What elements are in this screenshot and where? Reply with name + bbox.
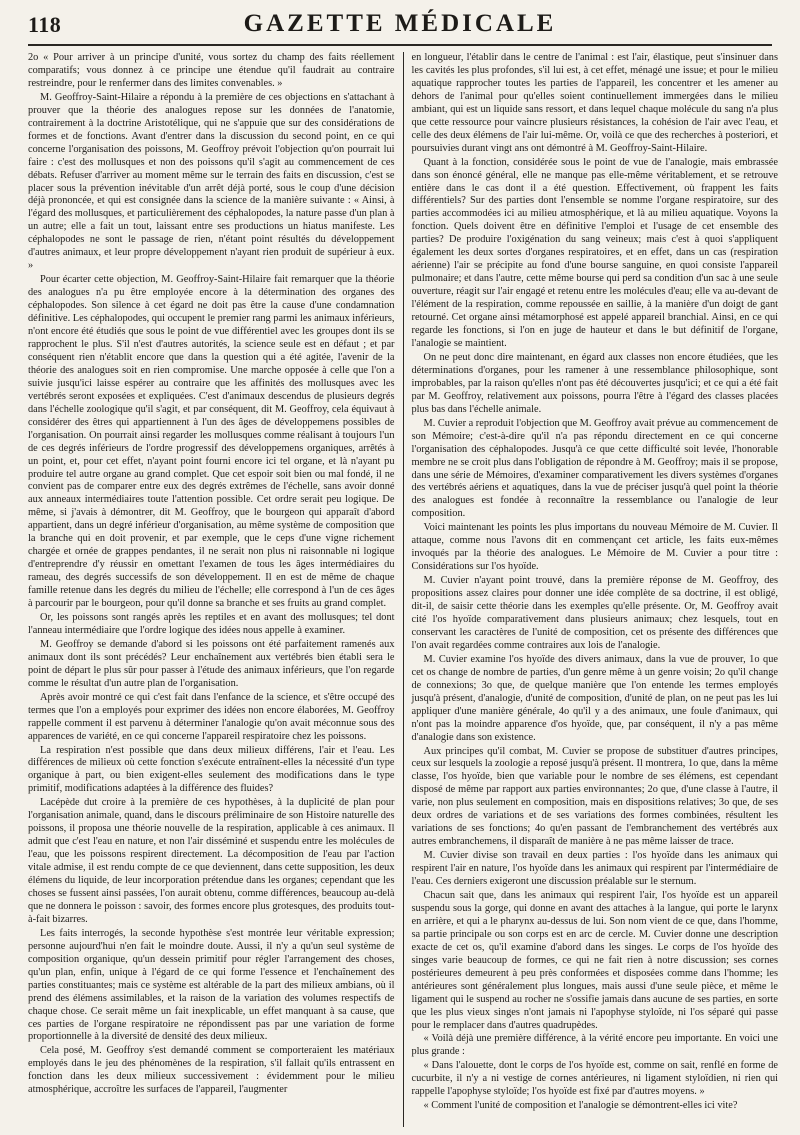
page-number: 118 <box>28 12 62 37</box>
masthead-title: GAZETTE MÉDICALE <box>243 10 557 37</box>
paragraph: « Voilà déjà une première différence, à la vérité encore peu importante. En voici une plus grande : <box>411 1033 778 1058</box>
article-body <box>28 52 778 1127</box>
right-column <box>404 52 779 1127</box>
paragraph: M. Geoffroy-Saint-Hilaire a répondu à la première de ces objections en s'attachant à prouver que la théorie des analogues repose sur les données de l'anatomie, contrairement à la doctrine Aristotélique, qui ne s'appuie que sur des considérations de formes et de fonctions. Avant d'entrer dans la discussion du second point, en ce qui concerne l'organisation des poissons, M. Geoffroy prévoit l'objection qu'on pourrait lui faire : c'est des mollusques et non des poissons qu'il s'agit au commencement de ces débats. Refuser d'arriver au moment même sur le terrain des faits en discussion, c'est se placer sous la prévention inévitable d'un arrêt déjà porté, sous le coup d'une décision déjà prononcée, et qui est consignée dans la science de la manière suivante : « Ainsi, à l'égard des mollusques, et particulièrement des céphalopodes, la nature passe d'un plan à un autre; elle a fait un tout, laissant entre ses productions un hiatus manifeste. Les céphalopodes ne sont le passage de rien, n'étant point résultés du développement d'autres animaux, et leur propre développement n'ayant rien produit de supérieur à eux. » <box>28 91 395 272</box>
paragraph: M. Cuvier a reproduit l'objection que M. Geoffroy avait prévue au commencement de son Mémoire; c'est-à-dire qu'il n'a pas répondu directement en ce qui concerne l'organisation des céphalopodes. Jusqu'à ce que cette difficulté soit levée, l'honorable membre ne se croit plus dans l'obligation de répondre à M. Geoffroy; mais il se propose, dans une série de Mémoires, d'examiner comparativement les divers systèmes d'organes des vertébrés aériens et aquatiques, dans la vue de préciser jusqu'à quel point la théorie des analogues est fondée à reconnaître la ressemblance ou l'analogie de leur composition. <box>411 417 778 520</box>
paragraph: M. Cuvier n'ayant point trouvé, dans la première réponse de M. Geoffroy, des propositions assez claires pour donner une idée complète de sa doctrine, il est obligé, dit-il, de saisir cette théorie dans les exemples qu'elle présente. Or, M. Geoffroy avait cité l'os hyoïde comparativement dans plusieurs animaux; chez lesquels, tout en conservant les caractères de l'unité de composition, cet os présente des différences que l'on avait regardées comme contraires aux lois de l'analogie. <box>411 575 778 651</box>
paragraph: M. Geoffroy se demande d'abord si les poissons ont été parfaitement ramenés aux animaux dont ils sont précédés? Leur enchaînement aux vertébrés bien établi sera le point de départ le plus sûr pour passer à l'étude des animaux inférieurs, que l'on regarde comme le résultat d'un autre plan de l'organisation. <box>28 638 395 689</box>
paragraph: Or, les poissons sont rangés après les reptiles et en avant des mollusques; tel dont l'anneau intermédiaire que l'ordre logique des idées nous appelle à examiner. <box>28 611 395 636</box>
paragraph: en longueur, l'établir dans le centre de l'animal : est l'air, élastique, peut s'insinuer dans les cavités les plus profondes, s'il lui est, à cet effet, ménagé une issue; et pour le milieu aquatique rapprocher toutes les parties de l'appareil, les concentrer et les amener au dehors de l'animal pour qu'elles soient continuellement immergées dans le milieu ambiant, qui est un liquide sans ressort, et dans lequel chaque molécule du sang n'a plus que cette ressource pour vaincre plusieurs résistances, la cohésion de l'air avec l'eau, et celle des deux élémens de l'air lui-même. Or, voilà ce que des recherches à posteriori, et poursuivies durant vingt ans ont démontré à M. Geoffroy-Saint-Hilaire. <box>411 52 778 154</box>
paragraph: La respiration n'est possible que dans deux milieux différens, l'air et l'eau. Les différences de milieux où cette fonction s'exécute entraînent-elles la nécessité d'un type organique à part, ou bien exigent-elles seulement des modifications dans le type primitif, modifications adaptées à la différence des fluides? <box>28 744 395 795</box>
page-header <box>28 10 772 46</box>
paragraph: Cela posé, M. Geoffroy s'est demandé comment se comporteraient les matériaux employés dans le jeu des phénomènes de la respiration, s'il fallait qu'ils entrassent en fonction dans les deux milieux successivement : évidemment pour le milieu atmosphérique, accroître les surfaces de l'appareil, l'augmenter <box>28 1045 395 1096</box>
paragraph: Pour écarter cette objection, M. Geoffroy-Saint-Hilaire fait remarquer que la théorie des analogues n'a pu être employée encore à la détermination des organes des céphalopodes. Son silence à cet égard ne doit pas être la cause d'une condamnation définitive. Les céphalopodes, qui occupent le premier rang parmi les animaux inférieurs, n'ont encore été étudiés que sous le point de vue différentiel avec les groupes dont ils se rapprochent le plus. S'il n'est d'autres autorités, la science seule est en défaut ; et par conséquent rien n'établit encore que dans la question qui a été agitée, l'avenir de la théorie des analogues soit en rien compromise. Une marche opposée à celle que l'on a suivie jusqu'ici laisse espérer au contraire que les affinités des mollusques avec les vertébrés seront exposées et expliquées. C'est d'animaux descendus de plusieurs degrés dans l'échelle zoologique qu'il s'agit, et par conséquent, dit M. Geoffroy, cela équivaut à considérer des êtres qui appartiennent à l'un des âges de développemens possibles de l'organisation. On pourrait ainsi regarder les mollusques comme réalisant à toujours l'un de ces degrés inférieurs de l'ordre progressif des développemens organiques, arrêtés à un point, et, pour cet effet, n'ayant point fourni encore ici tel organe, et là n'ayant pu produire tel autre organe au grand complet. Que cet espoir soit bien ou mal fondé, il ne convient pas de comparer entre eux des degrés extrêmes de l'échelle, sans avoir donné aux anneaux intermédiaires toute l'attention possible. Cet ordre serait peu logique. De même, si j'avais à démontrer, dit M. Geoffroy, que le bourgeon qui apparaît d'abord appartient, dans un degré inférieur d'organisation, au même système de composition que la branche qui en doit provenir, et par exemple, que le ceps d'une vigne richement chargée et ornée de grappes pendantes, il ne serait non plus ni raisonnable ni logique d'entreprendre d'y réussir en omettant l'examen de tous les âges intermédiaires du rameau, des degrés successifs de son développement. Il en est de même de chaque famille retenue dans les degrés du milieu de l'échelle; elle correspond à l'un de ces âges à parcourir par le bourgeon, pour qu'il donne sa branche et ses fruits au grand complet. <box>28 274 395 610</box>
paragraph: Lacépède dut croire à la première de ces hypothèses, à la duplicité de plan pour l'organisation animale, quand, dans le discours préliminaire de son Histoire naturelle des poissons, il proposa une théorie nouvelle de la respiration, applicable à ces animaux. Il admit que c'est l'eau en nature, et non l'air disséminé et suspendu entre les molécules de l'eau, que les poissons respirent directement. La décomposition de l'eau par l'action vitale admise, il est rendu compte de ce que deviennent, dans cette supposition, les deux élémens du liquide, de leur incorporation prétendue dans les organes; cependant que les choses se fussent ainsi passées, l'on aurait obtenu, comme différences, beaucoup au-delà que ne donnera le poisson : savoir, des formes encore plus grotesques, des produits tout-à-fait bizarres. <box>28 797 395 925</box>
paragraph: Chacun sait que, dans les animaux qui respirent l'air, l'os hyoïde est un appareil suspendu sous la gorge, qui donne en avant des attaches à la langue, qui porte le larynx en arrière, et qui a le pharynx au-dessus de lui. Son nom vient de ce que, dans l'homme, sa partie principale ou son corps est en arc de cercle. M. Cuvier donne une description exacte de cet os, qu'il examine d'abord dans les singes. Le corps de l'os hyoïde des singes varie beaucoup de formes, ce qui ne fait rien à notre discussion; ses cornes postérieures demeurent à peu près conformées et disposées comme dans l'homme; les antérieures sont généralement plus longues, mais aussi d'une seule pièce, et même le ligament qui le suspend au rocher ne s'ossifie jamais dans aucune de ses parties, en sorte que les plus vieux singes n'ont jamais ni l'apophyse styloïde, ni l'os séparé qui passe pour le remplacer dans d'autres quadrupèdes. <box>411 890 778 1031</box>
paragraph: Après avoir montré ce qui c'est fait dans l'enfance de la science, et s'être occupé des termes que l'on a employés pour exprimer des idées non encore élaborées, M. Geoffroy rappelle comment il est parvenu à déterminer l'analogie qu'on avait méconnue sous des apparences de variété, en ce qui concerne l'appareil respiratoire chez les poissons. <box>28 691 395 742</box>
paragraph: 2o « Pour arriver à un principe d'unité, vous sortez du champ des faits réellement comparatifs; vous donnez à ce principe une étendue qu'il faudrait au contraire restreindre, pour le renfermer dans des limites convenables. » <box>28 52 395 89</box>
left-column <box>28 52 404 1127</box>
paragraph: M. Cuvier divise son travail en deux parties : l'os hyoïde dans les animaux qui respirent l'air en nature, l'os hyoïde dans les animaux qui respirent par l'intermédiaire de l'eau. Ces derniers exigeront une discussion préalable sur le sternum. <box>411 850 778 888</box>
paragraph: Voici maintenant les points les plus importans du nouveau Mémoire de M. Cuvier. Il attaque, comme nous l'avons dit en commençant cet article, les faits eux-mêmes invoqués par la théorie des analogues. Le Mémoire de M. Cuvier a pour titre : Considérations sur l'os hyoïde. <box>411 522 778 573</box>
paragraph: On ne peut donc dire maintenant, en égard aux classes non encore étudiées, que les déterminations d'organes, pour les ramener à une ressemblance philosophique, sont improbables, par la raison qu'elles n'ont pas été découvertes jusqu'ici; et ce qui a été fait par M. Geoffroy, relativement aux poissons, pourra l'être à l'égard des classes placées plus bas dans l'échelle animale. <box>411 351 778 415</box>
quote-paragraph: « Comment l'unité de composition et l'analogie se démontrent-elles ici vite? <box>423 1100 738 1112</box>
paragraph: M. Cuvier examine l'os hyoïde des divers animaux, dans la vue de prouver, 1o que cet os change de nombre de parties, d'un genre même à un genre voisin; 2o qu'il change de connexions; 3o que, de quelque manière que l'on entende les termes employés jusqu'à présent, d'analogie, d'unité de composition, d'unité de plan, on ne peut pas les lui appliquer d'une manière générale, 4o qu'il y a des animaux, une foule d'animaux, qui n'ont pas la moindre apparence d'os hyoïde, que, par conséquent, il n'y a pas même d'analogie dans son existence. <box>411 653 778 743</box>
paragraph: Quant à la fonction, considérée sous le point de vue de l'analogie, mais embrassée dans son énoncé général, elle ne manque pas elle-même véritablement, et se retrouve entière dans le cas dont il a été question. Effectivement, où frappent les faits différentiels? Sur des parties dont l'ensemble se nomme l'organe respiratoire, sur des parties accommodées ici au milieu atmosphérique, et là au milieu aquatique. Voyons la fonction. Quels doivent être en définitive l'emploi et l'usage de cet ensemble des parties? De produire l'oxigénation du sang veineux; mais c'est à quoi s'appliquent également les deux sortes d'organes respiratoires, et en effet, dans un cas (respiration aérienne) l'air se précipite au fond d'une bourse sanguine, en quoi consiste l'appareil pulmonaire; et dans l'autre, cette même bourse qui perd sa condition d'un sac à une seule ouverture, réagit sur l'air engagé et retenu entre les molécules d'eau; elle va au-devant de l'élément de la respiration, comme repoussée en saillie, à la manière d'un doigt de gant retourné. Cet organe ainsi métamorphosé est appelé appareil branchial. Ainsi, en ce qui regarde les fonctions, si l'on en juge de hauteur et dans le but définitif de l'organe, l'analogie se maintient. <box>411 156 778 349</box>
quote-paragraph: « Dans l'alouette, dont le corps de l'os hyoïde est, comme on sait, renflé en forme de cucurbite, il n'y a ni vestige de cornes antérieures, ni ligament styloïdien, ni rien qui rappelle l'apophyse styloïde; l'os hyoïde est fixé par d'autres moyens. » <box>411 1060 778 1098</box>
paragraph: Les faits interrogés, la seconde hypothèse s'est montrée leur véritable expression; personne aujourd'hui n'en fait le moindre doute. Aussi, il n'y a qu'un seul système de composition organique, qu'un dessein primitif pour régler l'arrangement des choses, qu'un plan, enfin, unique à l'égard de ce qui forme l'essence et l'enchaînement des parties constituantes; mais ce système est altérable de la part des milieux ambians, où il prend des élémens assimilables, et la raison de la variation des volumes respectifs de chaque chose. Ce serait même un fait inexplicable, un effet manquant à sa cause, que ces parties de l'organe respiratoire ne répondissent pas par une variation de forme proportionnelle à la diversité de densité des deux milieux. <box>28 927 395 1043</box>
paragraph: Aux principes qu'il combat, M. Cuvier se propose de substituer d'autres principes, ceux sur lesquels la zoologie a reposé jusqu'à présent. Il montrera, 1o que, dans la même classe, l'os hyoïde, bien que variable pour le nombre de ses élémens, est cependant disposé de même par rapport aux parties environnantes; 2o que, d'une classe à l'autre, il varie, non plus seulement en composition, mais en dispositions relatives; 3o que, de ses deux ordres de variations et de ses variations des formes combinées, résultent les variations de ses fonctions; 4o qu'en passant de l'embranchement des vertébrés aux autres embranchemens, il disparaît de manière à ne pas même laisser de trace. <box>411 745 778 848</box>
